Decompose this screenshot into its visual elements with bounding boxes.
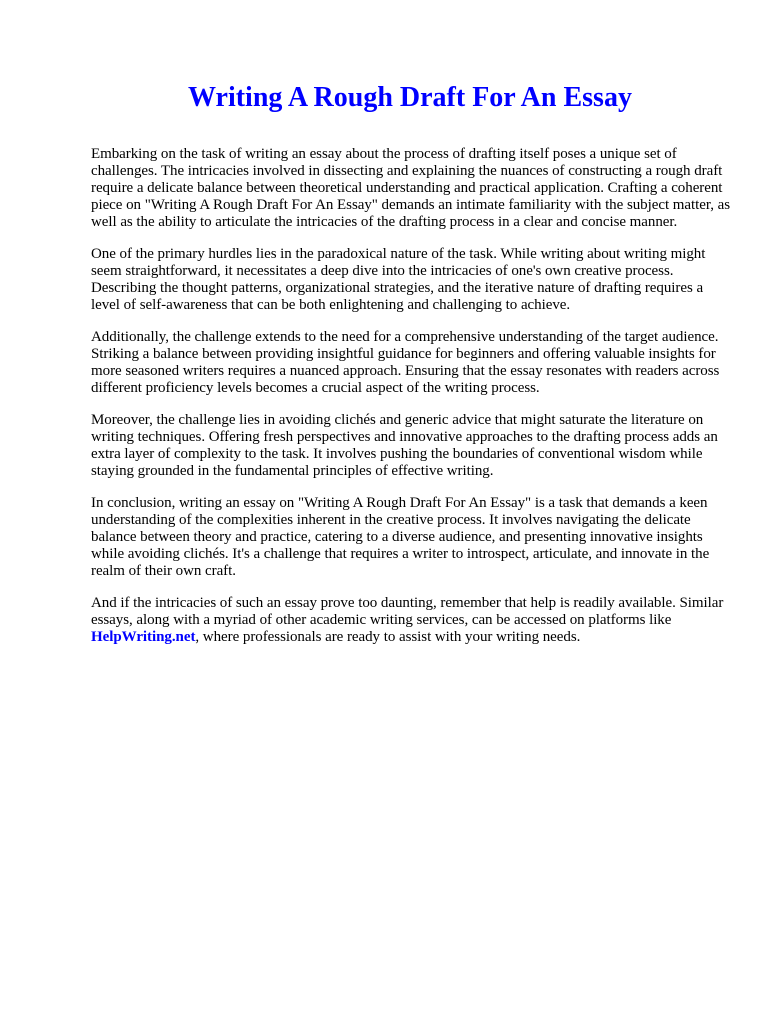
help-text-after-link: , where professionals are ready to assist with your writing needs. (195, 629, 581, 645)
paragraph-conclusion: In conclusion, writing an essay on "Writing A Rough Draft For An Essay" is a task that demands a keen understanding of the complexities inherent in the creative process. It involves navigating the delicate balance between theory and practice, catering to a diverse audience, and presenting innovative insights while avoiding clichés. It's a challenge that requires a writer to introspect, articulate, and innovate in the realm of their own craft. (91, 495, 710, 579)
paragraph-hurdles: One of the primary hurdles lies in the paradoxical nature of the task. While writing about writing might seem straightforward, it necessitates a deep dive into the intricacies of one's own creative process. Describing the thought patterns, organizational strategies, and the iterative nature of drafting requires a level of self-awareness that can be both enlightening and challenging to achieve. (91, 246, 706, 313)
help-text-before-link: And if the intricacies of such an essay prove too daunting, remember that help is readily available. Similar essays, along with a myriad of other academic writing services, can be accessed on platforms like (91, 595, 724, 628)
paragraph-intro: Embarking on the task of writing an essay about the process of drafting itself poses a unique set of challenges. The intricacies involved in dissecting and explaining the nuances of constructing a rough draft require a delicate balance between theoretical understanding and practical application. Crafting a coherent piece on "Writing A Rough Draft For An Essay" demands an intimate familiarity with the subject matter, as well as the ability to articulate the intricacies of the drafting process in a clear and concise manner. (91, 146, 730, 230)
page-title: Writing A Rough Draft For An Essay (188, 82, 632, 113)
helpwriting-link[interactable]: HelpWriting.net (91, 629, 196, 645)
paragraph-audience: Additionally, the challenge extends to the need for a comprehensive understanding of the target audience. Striking a balance between providing insightful guidance for beginners and offering valuable insights for more seasoned writers requires a nuanced approach. Ensuring that the essay resonates with readers across different proficiency levels becomes a crucial aspect of the writing process. (91, 329, 720, 396)
document-body (91, 146, 731, 661)
paragraph-help (91, 595, 731, 646)
paragraph-cliches: Moreover, the challenge lies in avoiding clichés and generic advice that might saturate the literature on writing techniques. Offering fresh perspectives and innovative approaches to the drafting process adds an extra layer of complexity to the task. It involves pushing the boundaries of conventional wisdom while staying grounded in the fundamental principles of effective writing. (91, 412, 718, 479)
